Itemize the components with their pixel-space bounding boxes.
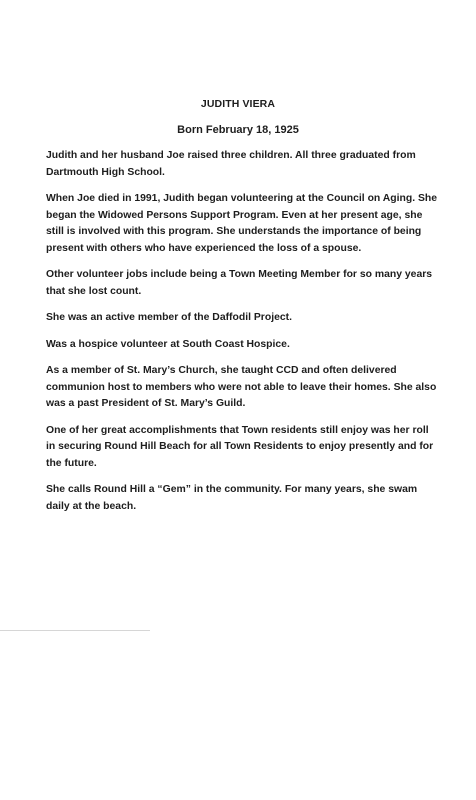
scan-divider <box>0 630 150 631</box>
paragraph-town-meeting: Other volunteer jobs include being a Town Meeting Member for so many years that she lost count. <box>46 269 433 297</box>
paragraph-daffodil-project: She was an active member of the Daffodil Project. <box>46 312 292 323</box>
paragraph-hospice: Was a hospice volunteer at South Coast Hospice. <box>46 338 290 350</box>
paragraph-gem: She calls Round Hill a “Gem” in the community. For many years, she swam daily at the beach. <box>46 484 418 512</box>
document-subtitle: Born February 18, 1925 <box>177 124 299 136</box>
paragraph-council-on-aging: When Joe died in 1991, Judith began volunteering at the Council on Aging. She began the Widowed Persons Support Program. Even at her present age, she still is involved with this program. She understands the importance of being present with others who have experienced the loss of a spouse. <box>46 193 438 254</box>
document-title: JUDITH VIERA <box>200 98 276 110</box>
paragraph-children: Judith and her husband Joe raised three children. All three graduated from Dartmouth High School. <box>46 150 416 178</box>
document-body <box>46 148 438 525</box>
paragraph-round-hill-beach: One of her great accomplishments that Town residents still enjoy was her roll in securing Round Hill Beach for all Town Residents to enjoy presently and for the future. <box>46 424 434 469</box>
paragraph-st-marys: As a member of St. Mary’s Church, she taught CCD and often delivered communion host to members who were not able to leave their homes. She also was a past President of St. Mary’s Guild. <box>46 365 437 409</box>
